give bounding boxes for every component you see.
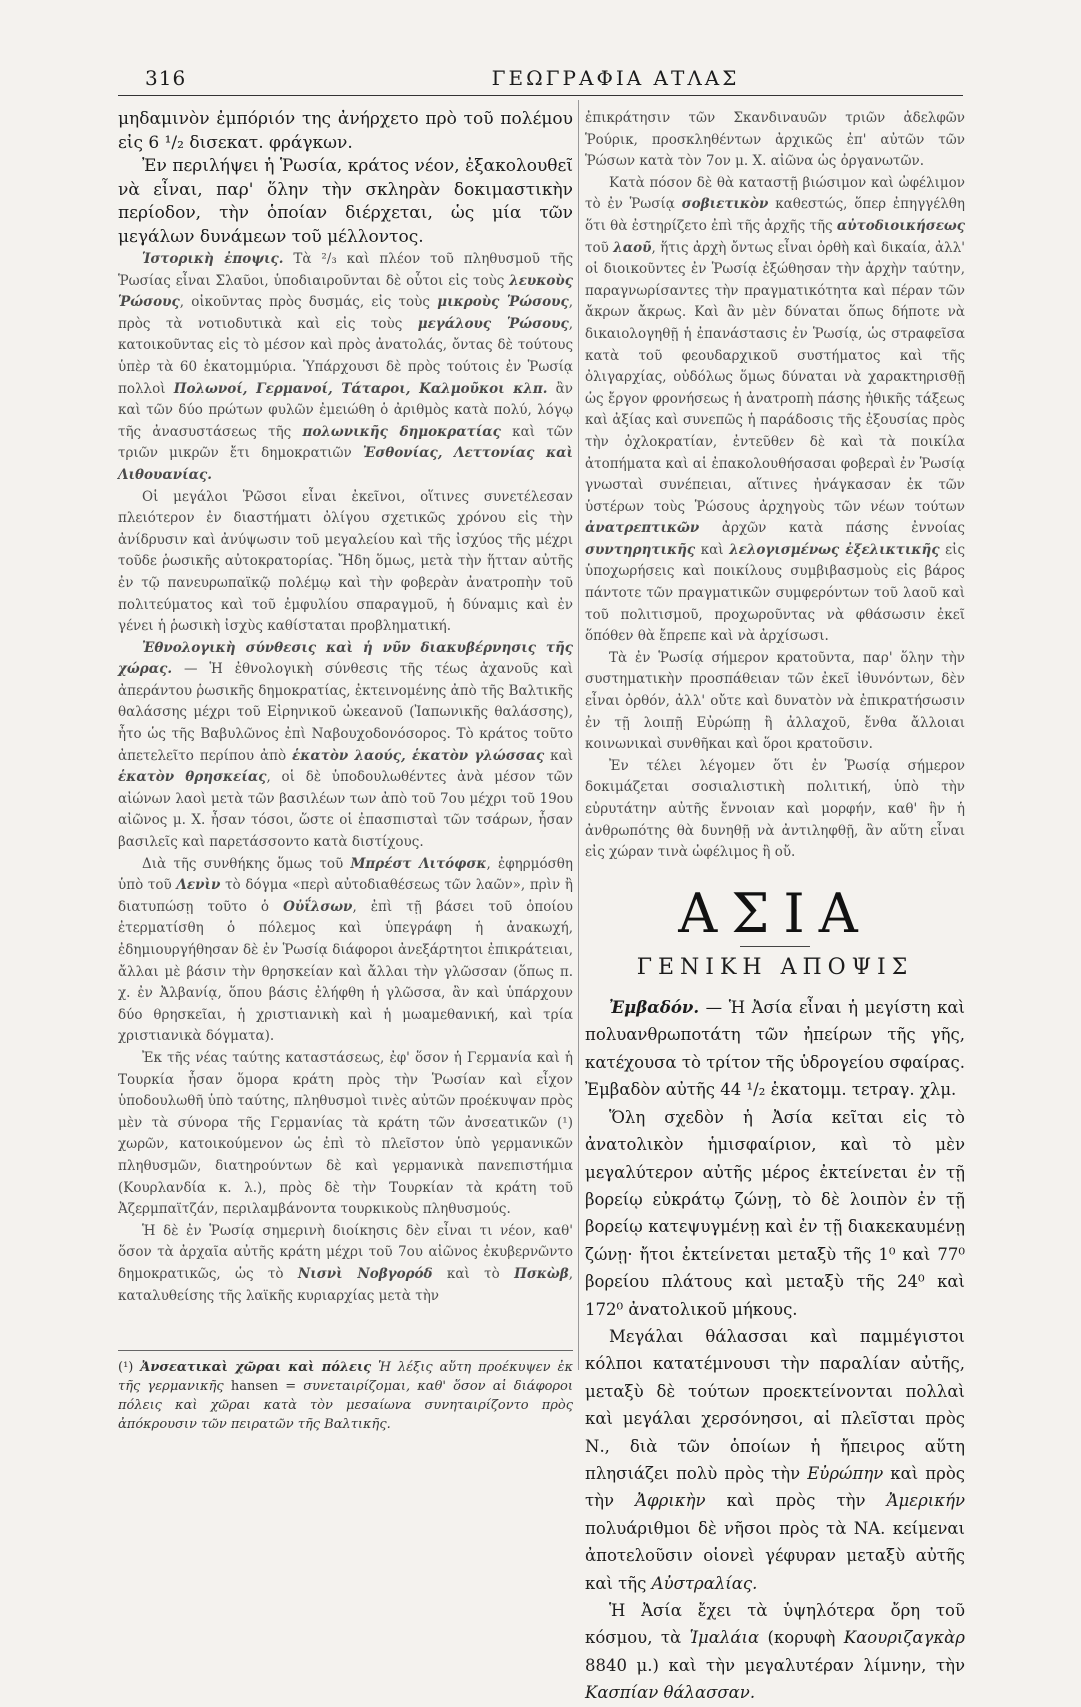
chapter-title: ΑΣΙΑ [678,881,872,945]
paragraph: μηδαμινὸν ἐμπόριόν της ἀνήρχετο πρὸ τοῦ πολέμου εἰς 6 ¹/₂ δισεκατ. φράγκων. [118,109,573,153]
section-heading: Ἐθνολογικὴ σύνθεσις καὶ ἡ νῦν διακυβέρνησις τῆς χώρας. [118,639,573,678]
paragraph: ἐπικράτησιν τῶν Σκανδιναυῶν τριῶν ἀδελφῶν Ῥούρικ, προσκληθέντων ἀρχικῶς ἐπ' αὐτῶν τῶν Ῥώσων κατὰ τὸν 7ον μ. Χ. αἰῶνα ὡς ὀργανωτῶν. [585,110,965,170]
paragraph: Ἐν περιλήψει ἡ Ῥωσία, κράτος νέον, ἐξακολουθεῖ νὰ εἶναι, παρ' ὅλην τὴν σκληρὰν δοκιμαστικὴν περίοδον, τὴν ὁποίαν διέρχεται, ὡς μία τῶν μεγάλων δυνάμεων τοῦ μέλλοντος. [118,156,573,247]
right-column [585,108,965,1707]
paragraph: Ἡ δὲ ἐν Ῥωσίᾳ σημερινὴ διοίκησις δὲν εἶναι τι νέον, καθ' ὅσον τὰ ἀρχαῖα αὐτῆς κράτη μέχρι τοῦ 7ου αἰῶνος ἐκυβερνῶντο δημοκρατικῶς, ὡς τὸ Νισνὶ Νοβγορόδ καὶ τὸ Πσκὼβ, καταλυθείσης τῆς λαϊκῆς κυριαρχίας μετὰ τὴν [118,1222,574,1304]
paragraph: Ἐκ τῆς νέας ταύτης καταστάσεως, ἐφ' ὅσον ἡ Γερμανία καὶ ἡ Τουρκία ἦσαν ὅμορα κράτη πρὸς τὴν Ῥωσίαν καὶ εἶχον ὑποδουλωθῆ ὑπὸ ταύτης, πληθυσμοὶ τινὲς αὐτῶν προέκυψαν πρὸς μὲν τὰ σύνορα τῆς Γερμανίας τὰ κράτη τῶν ἀνσεατικῶν (¹) χωρῶν, κατοικούμενον ὡς ἐπὶ τὸ πλεῖστον ὑπὸ γερμανικῶν πληθυσμῶν, διατηρούντων δὲ καὶ γερμανικὰ πανεπιστήμια (Κουρλανδία κ. λ.), πρὸς δὲ τὴν Τουρκίαν τὰ κράτη τοῦ Ἀζερμπαϊτζάν, περιλαμβάνοντα τουρκικοὺς πληθυσμούς. [118,1049,573,1218]
chapter-subtitle: ΓΕΝΙΚΗ ΑΠΟΨΙΣ [636,954,914,980]
paragraph: Ἐθνολογικὴ σύνθεσις καὶ ἡ νῦν διακυβέρνησις τῆς χώρας. — Ἡ ἐθνολογικὴ σύνθεσις τῆς τέως ἀχανοῦς καὶ ἀπεράντου ῥωσικῆς δημοκρατίας, ἐκτεινομένης ἀπὸ τῆς Βαλτικῆς θαλάσσης μέχρι τοῦ Εἰρηνικοῦ ὠκεανοῦ (Ἰαπωνικῆς θαλάσσης), ἦτο ὡς τῆς Βαβυλῶνος ἐπὶ Ναβουχοδονόσορος. Τὸ κράτος τοῦτο ἀπετελεῖτο περίπου ἀπὸ ἑκατὸν λαούς, ἑκατὸν γλώσσας καὶ ἑκατὸν θρησκείας, οἱ δὲ ὑποδουλωθέντες ἀνὰ μέσον τῶν αἰώνων λαοὶ μετὰ τῶν βασιλέων των ἀπὸ τοῦ 7ου μέχρι τοῦ 19ου αἰῶνος μ. Χ. ἦσαν τόσοι, ὥστε οἱ ἐπασπισταὶ τῶν τσάρων, ἦσαν βασιλεῖς καὶ παρετάσσοντο κατὰ διστίχους. [118,639,574,851]
title-rule [740,946,810,947]
footnote: (¹) Ἀνσεατικαὶ χῶραι καὶ πόλεις Ἡ λέξις αὕτη προέκυψεν ἐκ τῆς γερμανικῆς hansen = συνεταιρίζομαι, καθ' ὅσον αἱ διάφοροι πόλεις καὶ χῶραι κατὰ τὸν μεσαίωνα συνηταιρίζοντο πρὸς ἀπόκρουσιν τῶν πειρατῶν τῆς Βαλτικῆς. [118,1360,573,1432]
page-number: 316 [145,66,187,90]
running-title: ΓΕΩΓΡΑΦΙΑ ΑΤΛΑΣ [491,66,740,90]
paragraph: Τὰ ἐν Ῥωσίᾳ σήμερον κρατοῦντα, παρ' ὅλην τὴν συστηματικὴν προσπάθειαν τῶν ἐκεῖ ἰθυνόντων, δὲν εἶναι ὀρθόν, ἀλλ' οὔτε καὶ δυνατὸν νὰ ἐπικρατήσωσιν ἐν τῇ λοιπῇ Εὐρώπῃ ἢ ἀλλαχοῦ, ἔνθα ἄλλοιαι κοινωνικαὶ συνθῆκαι καὶ ὅροι κρατοῦσιν. [585,649,965,753]
paragraph: Ἐν τέλει λέγομεν ὅτι ἐν Ῥωσίᾳ σήμερον δοκιμάζεται σοσιαλιστικὴ πολιτική, ὑπὸ τὴν εὐρυτάτην αὐτῆς ἔννοιαν καὶ μορφήν, καθ' ἣν ἡ ἀνθρωπότης θὰ δυνηθῇ νὰ ἀντιληφθῇ, ἂν αὕτη εἶναι εἰς χώραν τινὰ ὠφέλιμος ἢ οὔ. [585,757,965,861]
paragraph: Οἱ μεγάλοι Ῥῶσοι εἶναι ἐκεῖνοι, οἵτινες συνετέλεσαν πλειότερον ἐν διαστήματι ὀλίγου σχετικῶς χρόνου εἰς τὴν ἀνίδρυσιν καὶ ἀνύψωσιν τοῦ μεγαλείου καὶ τῆς ἰσχύος τῆς μέχρι τοῦδε ῥωσικῆς αὐτοκρατορίας. Ἤδη ὅμως, μετὰ τὴν ἥτταν αὐτῆς ἐν τῷ πανευρωπαϊκῷ πολέμῳ καὶ τὴν φοβερὰν ἀνατροπὴν τοῦ πολιτεύματος καὶ τοῦ ἐμφυλίου σπαραγμοῦ, ἡ δύναμις καὶ ἐν γένει ἡ ῥωσικὴ ἰσχὺς καθίσταται προβληματική. [118,488,573,635]
paragraph: Ἡ Ἀσία ἔχει τὰ ὑψηλότερα ὄρη τοῦ κόσμου, τὰ Ἱμαλάια (κορυφὴ Καουριζαγκὰρ 8840 μ.) καὶ τὴν μεγαλυτέραν λίμνην, τὴν Κασπίαν θάλασσαν. [585,1601,966,1703]
paragraph: Ἱστορικὴ ἐποψις. Τὰ ²/₃ καὶ πλέον τοῦ πληθυσμοῦ τῆς Ῥωσίας εἶναι Σλαῦοι, ὑποδιαιροῦνται δὲ οὗτοι εἰς τοὺς λευκοὺς Ῥώσους, οἰκοῦντας πρὸς δυσμάς, εἰς τοὺς μικροὺς Ῥώσους, πρὸς τὰ νοτιοδυτικὰ καὶ εἰς τοὺς μεγάλους Ῥώσους, κατοικοῦντας εἰς τὸ μέσον καὶ πρὸς ἀνατολάς, ὄντας δὲ τούτους ὑπὲρ τὰ 60 ἑκατομμύρια. Ὑπάρχουσι δὲ πρὸς τούτοις ἐν Ῥωσίᾳ πολλοὶ Πολωνοί, Γερμανοί, Τάταροι, Καλμοῦκοι κλπ. ἂν καὶ τῶν δύο πρώτων φυλῶν ἐμειώθη ὁ ἀριθμὸς κατὰ πολύ, λόγῳ τῆς ἀνασυστάσεως τῆς πολωνικῆς δημοκρατίας καὶ τῶν τριῶν μικρῶν ἔτι δημοκρατιῶν Ἐσθονίας, Λεττονίας καὶ Λιθουανίας. [118,251,574,483]
paragraph: Μεγάλαι θάλασσαι καὶ παμμέγιστοι κόλποι κατατέμνουσι τὴν παραλίαν αὐτῆς, μεταξὺ δὲ τούτων προεκτείνονται πολλαὶ καὶ μεγάλαι χερσόνησοι, αἱ πλεῖσται πρὸς Ν., διὰ τῶν ὁποίων ἡ ἤπειρος αὕτη πλησιάζει πολὺ πρὸς τὴν Εὐρώπην καὶ πρὸς τὴν Ἀφρικὴν καὶ πρὸς τὴν Ἀμερικήν πολυάριθμοι δὲ νῆσοι πρὸς τὰ ΝΑ. κείμεναι ἀποτελοῦσιν οἱονεὶ γέφυραν μεταξὺ αὐτῆς καὶ τῆς Αὐστραλίας. [585,1326,965,1593]
paragraph: Κατὰ πόσον δὲ θὰ καταστῇ βιώσιμον καὶ ὠφέλιμον τὸ ἐν Ῥωσίᾳ σοβιετικὸν καθεστώς, ὅπερ ἐπηγγέλθη ὅτι θὰ ἐστηρίζετο ἐπὶ τῆς ἀρχῆς τῆς αὐτοδιοικήσεως τοῦ λαοῦ, ἥτις ἀρχὴ ὄντως εἶναι ὀρθὴ καὶ δικαία, ἀλλ' οἱ διοικοῦντες ἐν Ῥωσίᾳ ἐξώθησαν τὴν ἀρχὴν ταύτην, παραγνωρίσαντες τὴν πραγματικότητα καὶ πέραν τῶν ἄκρων ἄκρως. Καὶ ἂν μὲν δύναται ὅπως δήποτε νὰ δικαιολογηθῇ ἡ ἐπανάστασις ἐν Ῥωσίᾳ, ὡς στραφεῖσα κατὰ τοῦ φεουδαρχικοῦ συστήματος καὶ τῆς ὀλιγαρχίας, οὐδόλως ὅμως δύναται νὰ χαρακτηρισθῇ ὡς ἔργον φρονήσεως ἡ ἀνατροπὴ πάσης ἠθικῆς τάξεως καὶ ἀξίας καὶ συνεπῶς ἡ παράδοσις τῆς ἐξουσίας πρὸς τὴν ὀχλοκρατίαν, ἐντεῦθεν δὲ καὶ τὰ ποικίλα ἀτοπήματα καὶ αἱ ἐπακολουθήσασαι φοβεραὶ ἐν Ῥωσίᾳ γνωσταὶ συνέπειαι, αἵτινες ἠνάγκασαν ἐκ τῶν ὑστέρων τοὺς Ῥώσους ἀρχηγοὺς τῶν νέων τούτων ἀνατρεπτικῶν ἀρχῶν κατὰ πάσης ἐννοίας συντηρητικῆς καὶ λελογισμένως ἐξελικτικῆς εἰς ὑποχωρήσεις καὶ ποικίλους συμβιβασμοὺς εἰς βάρος πάντοτε τῶν πραγματικῶν συμφερόντων τοῦ λαοῦ καὶ τοῦ πολιτισμοῦ, προχωροῦντας νὰ φθάσωσιν ἐκεῖ ὅπόθεν θὰ ἔπρεπε καὶ νὰ ἀρχίσωσι. [585,174,965,645]
footnote-rule [118,1350,573,1351]
section-heading: Ἐμβαδόν. [609,998,700,1018]
left-column [118,108,573,1307]
paragraph: Ἐμβαδόν. — Ἡ Ἀσία εἶναι ἡ μεγίστη καὶ πολυανθρωποτάτη τῶν ἠπείρων τῆς γῆς, κατέχουσα τὸ τρίτον τῆς ὑδρογείου σφαίρας. Ἐμβαδὸν αὐτῆς 44 ¹/₂ ἑκατομμ. τετραγ. χλμ. [585,998,965,1100]
paragraph: Ὅλη σχεδὸν ἡ Ἀσία κεῖται εἰς τὸ ἀνατολικὸν ἡμισφαίριον, καὶ τὸ μὲν μεγαλύτερον αὐτῆς μέρος ἐκτείνεται ἐν τῇ βορείῳ εὐκράτῳ ζώνῃ, τὸ δὲ λοιπὸν ἐν τῇ βορείῳ κατεψυγμένῃ καὶ ἐν τῇ διακεκαυμένῃ ζώνῃ· ἤτοι ἐκτείνεται μεταξὺ τῆς 1⁰ καὶ 77⁰ βορείου πλάτους καὶ μεταξὺ τῆς 24⁰ καὶ 172⁰ ἀνατολικοῦ μήκους. [585,1107,965,1319]
paragraph: Διὰ τῆς συνθήκης ὅμως τοῦ Μπρέστ Λιτόφσκ, ἐφηρμόσθη ὑπὸ τοῦ Λενὶν τὸ δόγμα «περὶ αὐτοδιαθέσεως τῶν λαῶν», πρὶν ἢ διατυπώσῃ τοῦτο ὁ Οὐΐλσων, ἐπὶ τῇ βάσει τοῦ ὁποίου ἐτερματίσθη ὁ πόλεμος καὶ ὑπεγράφη ἡ ἀνακωχή, ἐδημιουργήθησαν δὲ ἐν Ῥωσίᾳ διάφοροι ἀνεξάρτητοι ἐπικράτειαι, ἄλλαι μὲ βάσιν τὴν θρησκείαν καὶ ἄλλαι τὴν γλῶσσαν (ὅπως π. χ. ἐν Ἀλβανίᾳ, ὅπου βάσις ἐλήφθη ἡ γλῶσσα, ἂν καὶ ὑπάρχουν δύο θρησκεῖαι, ἡ χριστιανικὴ καὶ ἡ μωαμεθανική, καὶ τρία χριστιανικὰ δόγματα). [118,855,574,1045]
header-rule [118,95,963,96]
section-heading: Ἱστορικὴ ἐποψις. [142,251,284,267]
column-divider [578,100,579,1370]
